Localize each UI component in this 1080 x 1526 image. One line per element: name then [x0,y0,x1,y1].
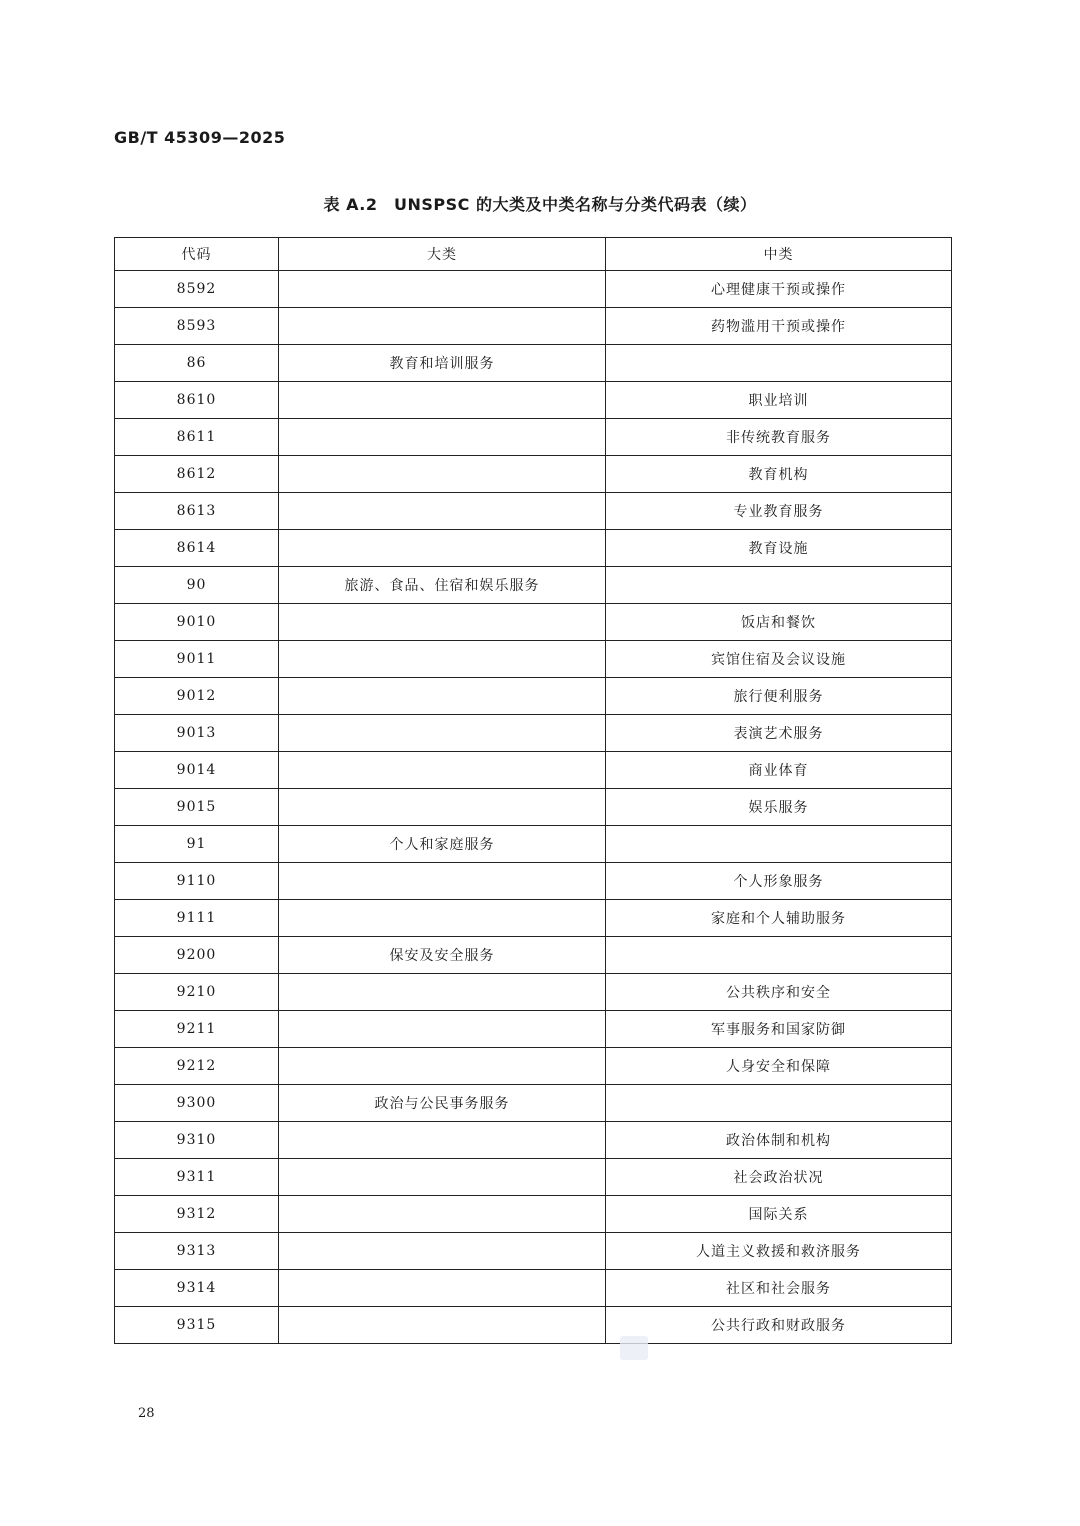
minor-category-cell: 政治体制和机构 [606,1122,952,1159]
code-cell: 8612 [115,456,279,493]
table-row [115,604,952,641]
minor-category-cell [606,826,952,863]
minor-category-cell: 家庭和个人辅助服务 [606,900,952,937]
major-category-cell [279,1159,606,1196]
major-category-cell [279,456,606,493]
minor-category-cell: 教育设施 [606,530,952,567]
minor-category-cell: 教育机构 [606,456,952,493]
minor-category-cell: 职业培训 [606,382,952,419]
major-category-cell [279,382,606,419]
minor-category-cell [606,937,952,974]
code-cell: 8611 [115,419,279,456]
major-category-cell [279,641,606,678]
code-cell: 8593 [115,308,279,345]
major-category-cell: 旅游、食品、住宿和娱乐服务 [279,567,606,604]
table-row [115,271,952,308]
table-row [115,1085,952,1122]
major-category-cell [279,678,606,715]
minor-category-cell: 人道主义救援和救济服务 [606,1233,952,1270]
major-category-cell [279,493,606,530]
code-cell: 9110 [115,863,279,900]
minor-category-cell: 国际关系 [606,1196,952,1233]
code-cell: 9311 [115,1159,279,1196]
code-cell: 91 [115,826,279,863]
table-row [115,1307,952,1344]
column-header-code: 代码 [115,238,279,271]
table-row [115,1048,952,1085]
major-category-cell [279,900,606,937]
major-category-cell [279,271,606,308]
table-header-row [115,238,952,271]
code-cell: 9211 [115,1011,279,1048]
major-category-cell [279,974,606,1011]
code-cell: 8614 [115,530,279,567]
table-row [115,456,952,493]
column-header-minor: 中类 [606,238,952,271]
major-category-cell [279,1122,606,1159]
table-row [115,937,952,974]
major-category-cell: 政治与公民事务服务 [279,1085,606,1122]
code-cell: 9200 [115,937,279,974]
code-cell: 9310 [115,1122,279,1159]
code-cell: 9313 [115,1233,279,1270]
code-cell: 9315 [115,1307,279,1344]
code-cell: 9312 [115,1196,279,1233]
major-category-cell [279,863,606,900]
minor-category-cell: 个人形象服务 [606,863,952,900]
minor-category-cell: 社区和社会服务 [606,1270,952,1307]
minor-category-cell: 饭店和餐饮 [606,604,952,641]
table-row [115,641,952,678]
code-cell: 9011 [115,641,279,678]
minor-category-cell: 公共秩序和安全 [606,974,952,1011]
table-row [115,1011,952,1048]
watermark-logo [620,1336,648,1360]
table-row [115,567,952,604]
table-row [115,678,952,715]
table-row [115,1196,952,1233]
classification-table [114,237,952,1344]
minor-category-cell: 药物滥用干预或操作 [606,308,952,345]
table-row [115,382,952,419]
code-cell: 9013 [115,715,279,752]
minor-category-cell: 非传统教育服务 [606,419,952,456]
minor-category-cell [606,567,952,604]
column-header-major: 大类 [279,238,606,271]
table-row [115,974,952,1011]
standard-code: GB/T 45309—2025 [114,128,286,147]
minor-category-cell: 专业教育服务 [606,493,952,530]
table-row [115,1270,952,1307]
major-category-cell [279,752,606,789]
table-row [115,715,952,752]
table-row [115,1233,952,1270]
major-category-cell [279,1196,606,1233]
table-row [115,1159,952,1196]
code-cell: 9212 [115,1048,279,1085]
code-cell: 9111 [115,900,279,937]
table-row [115,863,952,900]
table-row [115,345,952,382]
minor-category-cell: 公共行政和财政服务 [606,1307,952,1344]
code-cell: 9014 [115,752,279,789]
minor-category-cell: 军事服务和国家防御 [606,1011,952,1048]
page-number: 28 [138,1406,155,1421]
code-cell: 8613 [115,493,279,530]
table-row [115,493,952,530]
minor-category-cell [606,1085,952,1122]
table-row [115,530,952,567]
major-category-cell: 保安及安全服务 [279,937,606,974]
major-category-cell [279,1011,606,1048]
table-row [115,752,952,789]
minor-category-cell: 人身安全和保障 [606,1048,952,1085]
major-category-cell [279,1048,606,1085]
table-row [115,789,952,826]
table-title: 表 A.2 UNSPSC 的大类及中类名称与分类代码表（续） [323,195,757,214]
major-category-cell [279,1270,606,1307]
code-cell: 9010 [115,604,279,641]
table-row [115,900,952,937]
minor-category-cell: 商业体育 [606,752,952,789]
major-category-cell [279,1233,606,1270]
code-cell: 8592 [115,271,279,308]
major-category-cell [279,789,606,826]
table-row [115,826,952,863]
minor-category-cell: 社会政治状况 [606,1159,952,1196]
major-category-cell [279,1307,606,1344]
code-cell: 9314 [115,1270,279,1307]
major-category-cell: 个人和家庭服务 [279,826,606,863]
major-category-cell [279,308,606,345]
minor-category-cell: 娱乐服务 [606,789,952,826]
major-category-cell [279,604,606,641]
major-category-cell: 教育和培训服务 [279,345,606,382]
table-row [115,1122,952,1159]
table-row [115,308,952,345]
code-cell: 8610 [115,382,279,419]
minor-category-cell: 旅行便利服务 [606,678,952,715]
code-cell: 9210 [115,974,279,1011]
code-cell: 90 [115,567,279,604]
major-category-cell [279,419,606,456]
major-category-cell [279,715,606,752]
minor-category-cell [606,345,952,382]
minor-category-cell: 宾馆住宿及会议设施 [606,641,952,678]
major-category-cell [279,530,606,567]
code-cell: 9300 [115,1085,279,1122]
code-cell: 9012 [115,678,279,715]
code-cell: 86 [115,345,279,382]
code-cell: 9015 [115,789,279,826]
minor-category-cell: 表演艺术服务 [606,715,952,752]
minor-category-cell: 心理健康干预或操作 [606,271,952,308]
table-row [115,419,952,456]
